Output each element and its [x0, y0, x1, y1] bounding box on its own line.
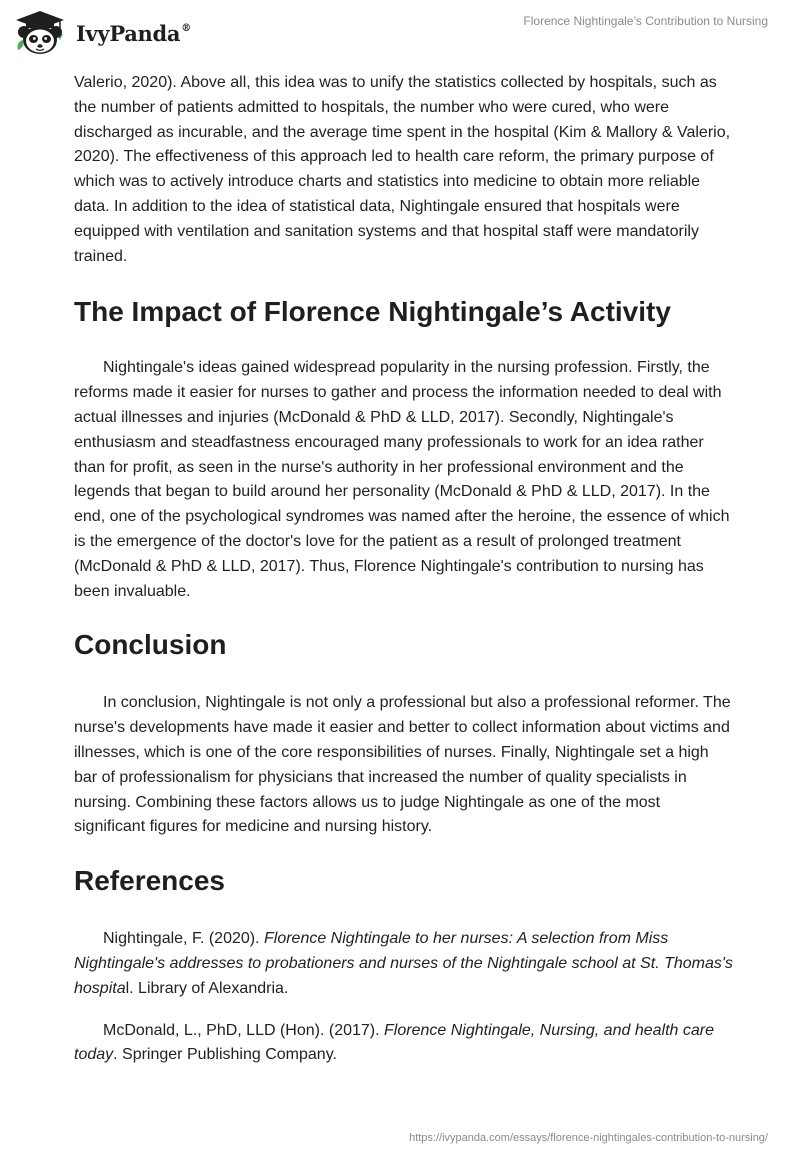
conclusion-heading: Conclusion	[74, 629, 227, 661]
document-title: Florence Nightingale’s Contribution to Nursing	[523, 14, 768, 28]
ivypanda-logo[interactable]	[14, 10, 191, 56]
page-header	[0, 0, 800, 68]
essay-content	[74, 71, 734, 1068]
source-url[interactable]: https://ivypanda.com/essays/florence-nightingales-contribution-to-nursing/	[409, 1132, 768, 1144]
conclusion-paragraph: In conclusion, Nightingale is not only a professional but also a professional reformer. The nurse's developments have made it easier and better to collect information about victims and illnesses, which is one of the core responsibilities of nurses. Finally, Nightingale set a high bar of professionalism for physicians that increased the number of quality specialists in nursing. Combining these factors allows us to judge Nightingale as one of the most significant figures for medicine and nursing history.	[74, 694, 731, 836]
impact-heading: The Impact of Florence Nightingale’s Activity	[74, 296, 671, 328]
reference-item: McDonald, L., PhD, LLD (Hon). (2017). Florence Nightingale, Nursing, and health care today. Springer Publishing Company.	[74, 1021, 714, 1064]
panda-graduate-icon	[14, 10, 66, 56]
intro-paragraph: Valerio, 2020). Above all, this idea was to unify the statistics collected by hospitals, such as the number of patients admitted to hospitals, the number who were cured, who were discharged as incurable, and the average time spent in the hospital (Kim & Mallory & Valerio, 2020). The effectiveness of this approach led to health care reform, the primary purpose of which was to actively introduce charts and statistics into medicine to obtain more reliable data. In addition to the idea of statistical data, Nightingale ensured that hospitals were equipped with ventilation and sanitation systems and that hospital staff were mandatorily trained.	[74, 74, 731, 265]
references-heading: References	[74, 865, 225, 897]
impact-paragraph: Nightingale's ideas gained widespread popularity in the nursing profession. Firstly, the reforms made it easier for nurses to gather and process the information needed to deal with actual illnesses and injuries (McDonald & PhD & LLD, 2017). Secondly, Nightingale's enthusiasm and steadfastness encouraged many professionals to work for an idea rather than for profit, as seen in the nurse's authority in her professional environment and the legends that began to build around her personality (McDonald & PhD & LLD, 2017). In the end, one of the psychological syndromes was named after the heroine, the essence of which is the emergence of the doctor's love for the patient as a result of prolonged treatment (McDonald & PhD & LLD, 2017). Thus, Florence Nightingale's contribution to nursing has been invaluable.	[74, 359, 730, 600]
reference-item: Nightingale, F. (2020). Florence Nightingale to her nurses: A selection from Miss Nightingale's addresses to probationers and nurses of the Nightingale school at St. Thomas's hospital. Library of Alexandria.	[74, 930, 733, 997]
logo-wordmark: IvyPanda®	[76, 20, 191, 46]
